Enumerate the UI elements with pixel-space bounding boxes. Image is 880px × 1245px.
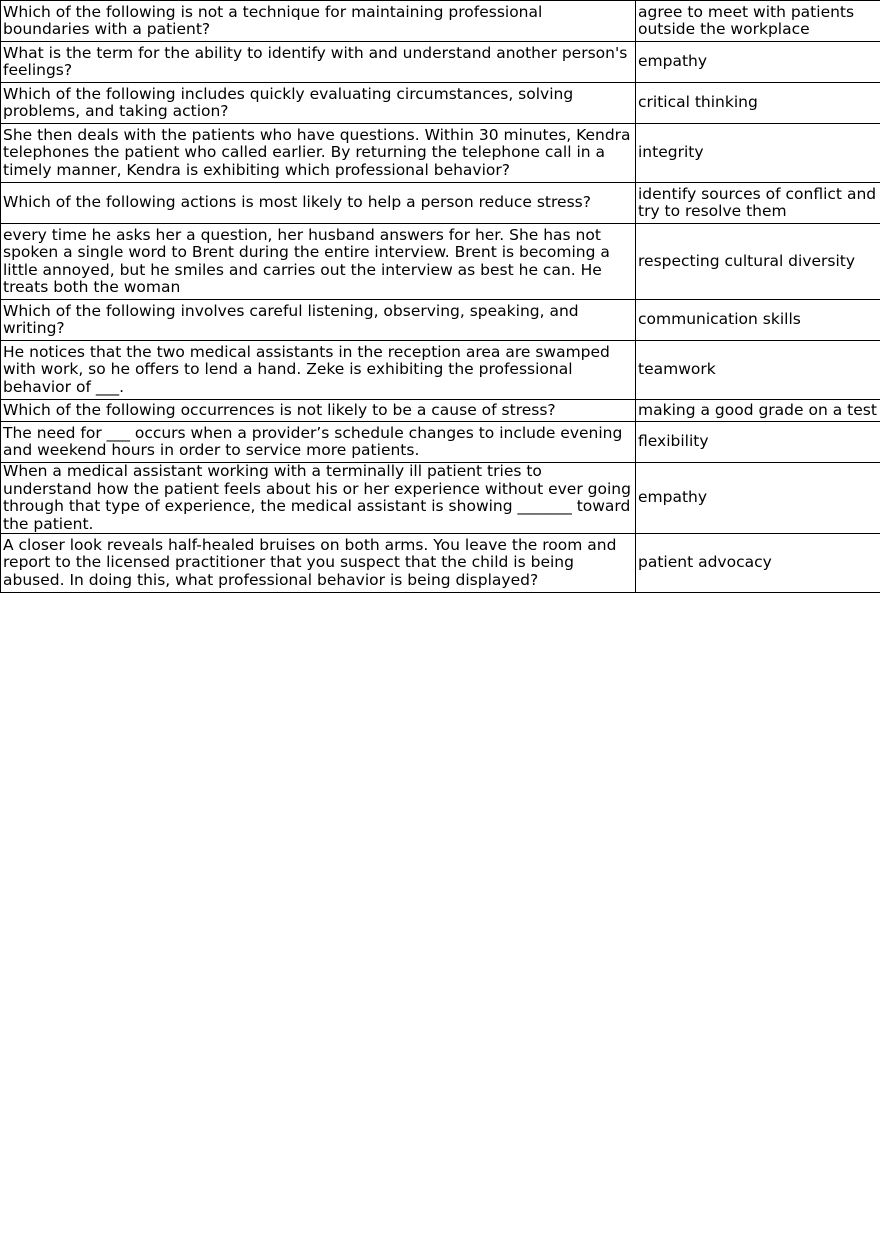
question-cell: What is the term for the ability to identify with and understand another person's feelings?: [1, 42, 636, 83]
answer-cell: critical thinking: [636, 83, 880, 124]
question-cell: every time he asks her a question, her husband answers for her. She has not spoken a single word to Brent during the entire interview. Brent is becoming a little annoyed, but he smiles and carries out the interview as best he can. He treats both the woman: [1, 224, 636, 300]
question-cell: When a medical assistant working with a terminally ill patient tries to understand how the patient feels about his or her experience without ever going through that type of experience, the medical assistant is showing _______ toward the patient.: [1, 463, 636, 534]
question-cell: A closer look reveals half-healed bruises on both arms. You leave the room and report to the licensed practitioner that you suspect that the child is being abused. In doing this, what professional behavior is being displayed?: [1, 534, 636, 593]
answer-cell: agree to meet with patients outside the workplace: [636, 1, 880, 42]
table-row: [1, 42, 880, 83]
question-cell: Which of the following is not a technique for maintaining professional boundaries with a patient?: [1, 1, 636, 42]
table-row: [1, 341, 880, 400]
answer-cell: empathy: [636, 463, 880, 534]
answer-cell: empathy: [636, 42, 880, 83]
answer-cell: making a good grade on a test: [636, 400, 880, 422]
table-row: [1, 300, 880, 341]
answer-cell: communication skills: [636, 300, 880, 341]
answer-cell: flexibility: [636, 422, 880, 463]
question-cell: Which of the following involves careful listening, observing, speaking, and writing?: [1, 300, 636, 341]
question-cell: He notices that the two medical assistants in the reception area are swamped with work, so he offers to lend a hand. Zeke is exhibiting the professional behavior of ___.: [1, 341, 636, 400]
table-row: [1, 124, 880, 183]
question-cell: Which of the following actions is most likely to help a person reduce stress?: [1, 183, 636, 224]
table-row: [1, 422, 880, 463]
answer-cell: identify sources of conflict and try to resolve them: [636, 183, 880, 224]
answer-cell: patient advocacy: [636, 534, 880, 593]
table-row: [1, 224, 880, 300]
question-cell: Which of the following includes quickly evaluating circumstances, solving problems, and taking action?: [1, 83, 636, 124]
table-row: [1, 1, 880, 42]
answer-cell: respecting cultural diversity: [636, 224, 880, 300]
question-cell: The need for ___ occurs when a provider’s schedule changes to include evening and weekend hours in order to service more patients.: [1, 422, 636, 463]
table-row: [1, 400, 880, 422]
table-row: [1, 463, 880, 534]
table-row: [1, 534, 880, 593]
question-cell: She then deals with the patients who have questions. Within 30 minutes, Kendra telephones the patient who called earlier. By returning the telephone call in a timely manner, Kendra is exhibiting which professional behavior?: [1, 124, 636, 183]
table-row: [1, 183, 880, 224]
question-cell: Which of the following occurrences is not likely to be a cause of stress?: [1, 400, 636, 422]
answer-cell: teamwork: [636, 341, 880, 400]
answer-cell: integrity: [636, 124, 880, 183]
flashcard-table: [0, 0, 880, 593]
table-row: [1, 83, 880, 124]
